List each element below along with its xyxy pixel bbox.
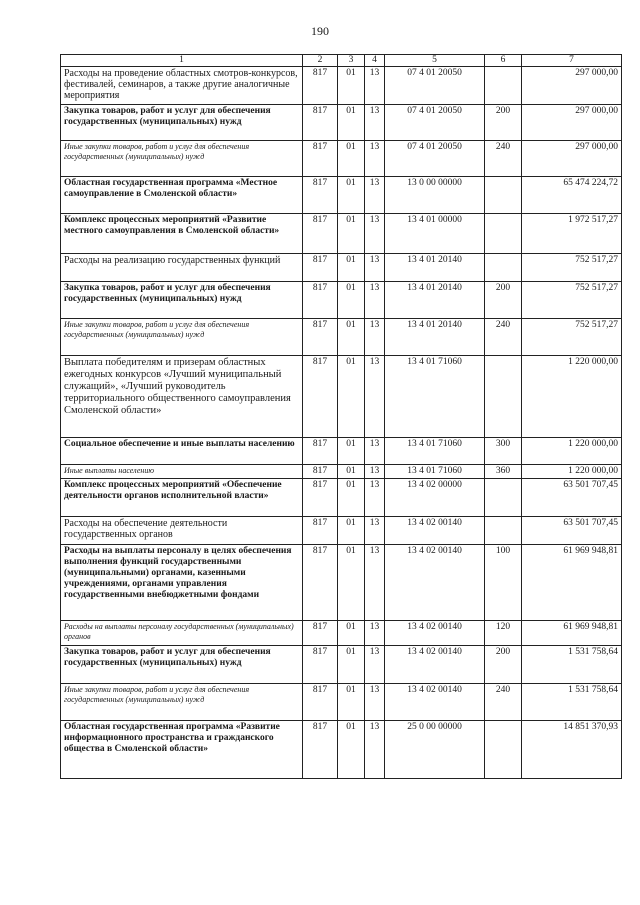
- subsection-code: 13: [365, 545, 385, 621]
- department-code: 817: [303, 545, 338, 621]
- department-code: 817: [303, 684, 338, 721]
- column-header: 2: [303, 55, 338, 67]
- amount: 63 501 707,45: [522, 517, 622, 545]
- amount: 752 517,27: [522, 254, 622, 282]
- section-code: 01: [338, 517, 365, 545]
- department-code: 817: [303, 646, 338, 684]
- expense-type-code: [485, 177, 522, 214]
- column-header: 1: [61, 55, 303, 67]
- target-article-code: 13 4 02 00000: [385, 479, 485, 517]
- amount: 61 969 948,81: [522, 545, 622, 621]
- subsection-code: 13: [365, 684, 385, 721]
- table-row: [61, 319, 622, 356]
- department-code: 817: [303, 721, 338, 779]
- subsection-code: 13: [365, 177, 385, 214]
- department-code: 817: [303, 479, 338, 517]
- table-row: [61, 67, 622, 105]
- section-code: 01: [338, 356, 365, 438]
- expense-type-code: [485, 721, 522, 779]
- subsection-code: 13: [365, 141, 385, 177]
- row-description: Иные выплаты населению: [61, 465, 303, 479]
- section-code: 01: [338, 438, 365, 465]
- table-row: [61, 105, 622, 141]
- expense-type-code: [485, 67, 522, 105]
- amount: 297 000,00: [522, 141, 622, 177]
- amount: 1 220 000,00: [522, 465, 622, 479]
- section-code: 01: [338, 545, 365, 621]
- row-description: Иные закупки товаров, работ и услуг для обеспечения государственных (муниципальных) нужд: [61, 684, 303, 721]
- department-code: 817: [303, 141, 338, 177]
- expense-type-code: 240: [485, 141, 522, 177]
- subsection-code: 13: [365, 479, 385, 517]
- row-description: Областная государственная программа «Местное самоуправление в Смоленской области»: [61, 177, 303, 214]
- department-code: 817: [303, 465, 338, 479]
- subsection-code: 13: [365, 254, 385, 282]
- section-code: 01: [338, 105, 365, 141]
- department-code: 817: [303, 214, 338, 254]
- department-code: 817: [303, 177, 338, 214]
- subsection-code: 13: [365, 282, 385, 319]
- target-article-code: 13 4 01 20140: [385, 282, 485, 319]
- target-article-code: 13 4 01 71060: [385, 465, 485, 479]
- table-row: [61, 282, 622, 319]
- subsection-code: 13: [365, 438, 385, 465]
- table-row: [61, 545, 622, 621]
- column-header: 5: [385, 55, 485, 67]
- department-code: 817: [303, 356, 338, 438]
- expense-type-code: 240: [485, 684, 522, 721]
- table-row: [61, 465, 622, 479]
- target-article-code: 13 0 00 00000: [385, 177, 485, 214]
- table-row: [61, 621, 622, 646]
- subsection-code: 13: [365, 67, 385, 105]
- table-row: [61, 438, 622, 465]
- row-description: Закупка товаров, работ и услуг для обеспечения государственных (муниципальных) нужд: [61, 105, 303, 141]
- section-code: 01: [338, 67, 365, 105]
- target-article-code: 13 4 02 00140: [385, 517, 485, 545]
- amount: 1 220 000,00: [522, 356, 622, 438]
- expense-type-code: 120: [485, 621, 522, 646]
- expense-type-code: [485, 214, 522, 254]
- amount: 1 220 000,00: [522, 438, 622, 465]
- target-article-code: 13 4 01 71060: [385, 438, 485, 465]
- amount: 752 517,27: [522, 282, 622, 319]
- row-description: Расходы на проведение областных смотров-конкурсов, фестивалей, семинаров, а также другие аналогичные мероприятия: [61, 67, 303, 105]
- budget-table: [60, 54, 622, 779]
- target-article-code: 13 4 02 00140: [385, 684, 485, 721]
- expense-type-code: 240: [485, 319, 522, 356]
- section-code: 01: [338, 282, 365, 319]
- row-description: Социальное обеспечение и иные выплаты населению: [61, 438, 303, 465]
- expense-type-code: 200: [485, 105, 522, 141]
- column-header: 7: [522, 55, 622, 67]
- target-article-code: 13 4 02 00140: [385, 646, 485, 684]
- expense-type-code: 200: [485, 646, 522, 684]
- row-description: Иные закупки товаров, работ и услуг для обеспечения государственных (муниципальных) нужд: [61, 319, 303, 356]
- column-number-row: [61, 55, 622, 67]
- table-row: [61, 517, 622, 545]
- department-code: 817: [303, 621, 338, 646]
- target-article-code: 13 4 02 00140: [385, 545, 485, 621]
- row-description: Расходы на выплаты персоналу в целях обеспечения выполнения функций государственными (муниципальными) органами, казенными учреждениями, органами управления государственными внебюджетными фондами: [61, 545, 303, 621]
- row-description: Расходы на обеспечение деятельности государственных органов: [61, 517, 303, 545]
- column-header: 4: [365, 55, 385, 67]
- row-description: Закупка товаров, работ и услуг для обеспечения государственных (муниципальных) нужд: [61, 646, 303, 684]
- row-description: Комплекс процессных мероприятий «Обеспечение деятельности органов исполнительной власти»: [61, 479, 303, 517]
- section-code: 01: [338, 141, 365, 177]
- expense-type-code: [485, 517, 522, 545]
- amount: 1 531 758,64: [522, 646, 622, 684]
- subsection-code: 13: [365, 621, 385, 646]
- subsection-code: 13: [365, 646, 385, 684]
- row-description: Расходы на реализацию государственных функций: [61, 254, 303, 282]
- amount: 1 531 758,64: [522, 684, 622, 721]
- row-description: Иные закупки товаров, работ и услуг для обеспечения государственных (муниципальных) нужд: [61, 141, 303, 177]
- expense-type-code: 100: [485, 545, 522, 621]
- section-code: 01: [338, 319, 365, 356]
- department-code: 817: [303, 105, 338, 141]
- department-code: 817: [303, 517, 338, 545]
- row-description: Закупка товаров, работ и услуг для обеспечения государственных (муниципальных) нужд: [61, 282, 303, 319]
- amount: 61 969 948,81: [522, 621, 622, 646]
- amount: 297 000,00: [522, 67, 622, 105]
- expense-type-code: [485, 479, 522, 517]
- target-article-code: 07 4 01 20050: [385, 141, 485, 177]
- row-description: Комплекс процессных мероприятий «Развитие местного самоуправления в Смоленской области»: [61, 214, 303, 254]
- department-code: 817: [303, 67, 338, 105]
- target-article-code: 13 4 02 00140: [385, 621, 485, 646]
- expense-type-code: 300: [485, 438, 522, 465]
- subsection-code: 13: [365, 356, 385, 438]
- section-code: 01: [338, 684, 365, 721]
- table-row: [61, 177, 622, 214]
- target-article-code: 13 4 01 20140: [385, 254, 485, 282]
- table-row: [61, 254, 622, 282]
- department-code: 817: [303, 319, 338, 356]
- section-code: 01: [338, 621, 365, 646]
- row-description: Областная государственная программа «Развитие информационного пространства и гражданского общества в Смоленской области»: [61, 721, 303, 779]
- amount: 297 000,00: [522, 105, 622, 141]
- department-code: 817: [303, 438, 338, 465]
- table-row: [61, 684, 622, 721]
- target-article-code: 13 4 01 71060: [385, 356, 485, 438]
- expense-type-code: 200: [485, 282, 522, 319]
- table-row: [61, 356, 622, 438]
- section-code: 01: [338, 479, 365, 517]
- subsection-code: 13: [365, 517, 385, 545]
- amount: 65 474 224,72: [522, 177, 622, 214]
- section-code: 01: [338, 254, 365, 282]
- amount: 14 851 370,93: [522, 721, 622, 779]
- department-code: 817: [303, 254, 338, 282]
- table-row: [61, 646, 622, 684]
- section-code: 01: [338, 646, 365, 684]
- expense-type-code: [485, 356, 522, 438]
- target-article-code: 07 4 01 20050: [385, 105, 485, 141]
- column-header: 3: [338, 55, 365, 67]
- section-code: 01: [338, 177, 365, 214]
- table-row: [61, 721, 622, 779]
- section-code: 01: [338, 465, 365, 479]
- amount: 63 501 707,45: [522, 479, 622, 517]
- target-article-code: 07 4 01 20050: [385, 67, 485, 105]
- subsection-code: 13: [365, 465, 385, 479]
- department-code: 817: [303, 282, 338, 319]
- column-header: 6: [485, 55, 522, 67]
- table-row: [61, 479, 622, 517]
- amount: 752 517,27: [522, 319, 622, 356]
- amount: 1 972 517,27: [522, 214, 622, 254]
- table-row: [61, 214, 622, 254]
- subsection-code: 13: [365, 319, 385, 356]
- target-article-code: 13 4 01 20140: [385, 319, 485, 356]
- subsection-code: 13: [365, 721, 385, 779]
- page-number: 190: [311, 24, 329, 38]
- section-code: 01: [338, 721, 365, 779]
- expense-type-code: 360: [485, 465, 522, 479]
- row-description: Расходы на выплаты персоналу государственных (муниципальных) органов: [61, 621, 303, 646]
- subsection-code: 13: [365, 214, 385, 254]
- row-description: Выплата победителям и призерам областных ежегодных конкурсов «Лучший муниципальный служащий», «Лучший руководитель территориального общественного самоуправления Смоленской области»: [61, 356, 303, 438]
- target-article-code: 25 0 00 00000: [385, 721, 485, 779]
- target-article-code: 13 4 01 00000: [385, 214, 485, 254]
- section-code: 01: [338, 214, 365, 254]
- expense-type-code: [485, 254, 522, 282]
- subsection-code: 13: [365, 105, 385, 141]
- table-row: [61, 141, 622, 177]
